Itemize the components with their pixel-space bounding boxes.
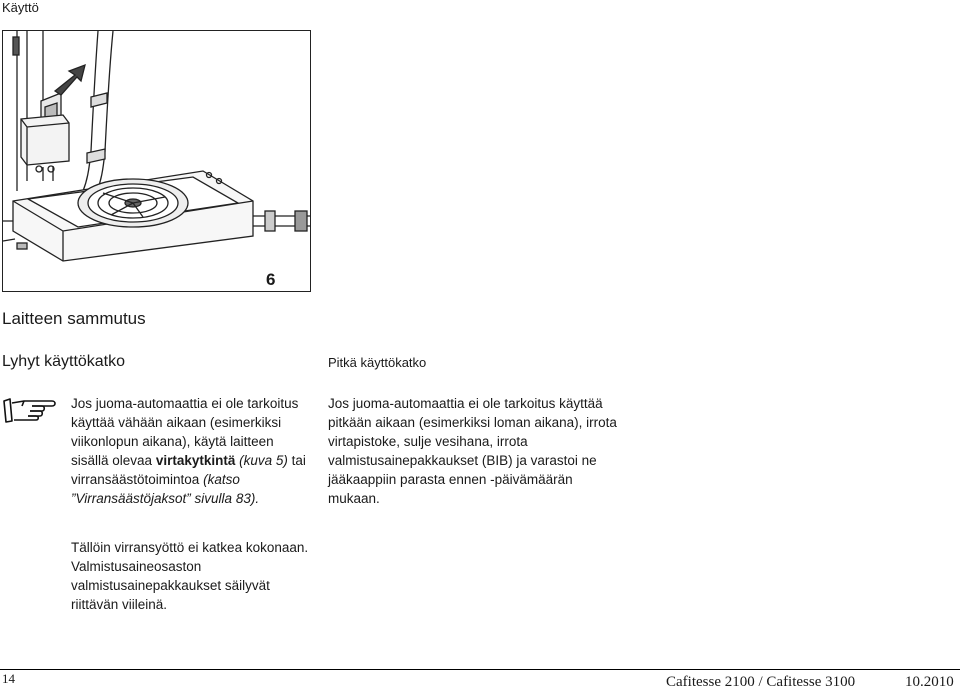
- power-switch-term: virtakytkintä: [155, 453, 236, 468]
- long-break-paragraph: Jos juoma-automaattia ei ole tarkoitus käyttää pitkään aikaan (esimerkiksi loman aikana), irrota virtapistoke, sulje vesihana, irrota valmistusainepakkaukset (BIB) ja varastoi ne jääkaappiin parasta ennen -päivämäärän mukaan.: [328, 396, 617, 506]
- short-break-paragraph: [71, 394, 311, 508]
- figure-6: [2, 30, 311, 292]
- long-break-heading: Pitkä käyttökatko: [328, 355, 427, 370]
- footer-divider: [0, 669, 960, 670]
- section-title: Laitteen sammutus: [2, 309, 146, 328]
- short-text-d: tai virransäästötoimintoa: [71, 453, 306, 487]
- running-header: Käyttö: [2, 0, 39, 15]
- short-break-note: Tällöin virransyöttö ei katkea kokonaan. Valmistusaineosaston valmistusainepakkaukset säilyvät riittävän viileinä.: [71, 540, 309, 612]
- machine-illustration: [3, 31, 311, 292]
- page-number: 14: [2, 671, 15, 686]
- short-text-a: Jos juoma-automaattia ei ole tarkoitus käyttää vähään aikaan (esimerkiksi viikonlopun aikana), käytä laitteen sisällä olevaa: [71, 396, 299, 468]
- figure-number: 6: [266, 270, 276, 289]
- product-name: Cafitesse 2100 / Cafitesse 3100: [666, 674, 856, 690]
- figure-reference: (kuva 5): [239, 453, 288, 468]
- page-reference: (katso ”Virransäästöjaksot” sivulla 83).: [71, 472, 260, 506]
- pointing-hand-icon: [2, 395, 58, 430]
- edition-date: 10.2010: [905, 674, 954, 690]
- short-break-heading: Lyhyt käyttökatko: [2, 353, 126, 370]
